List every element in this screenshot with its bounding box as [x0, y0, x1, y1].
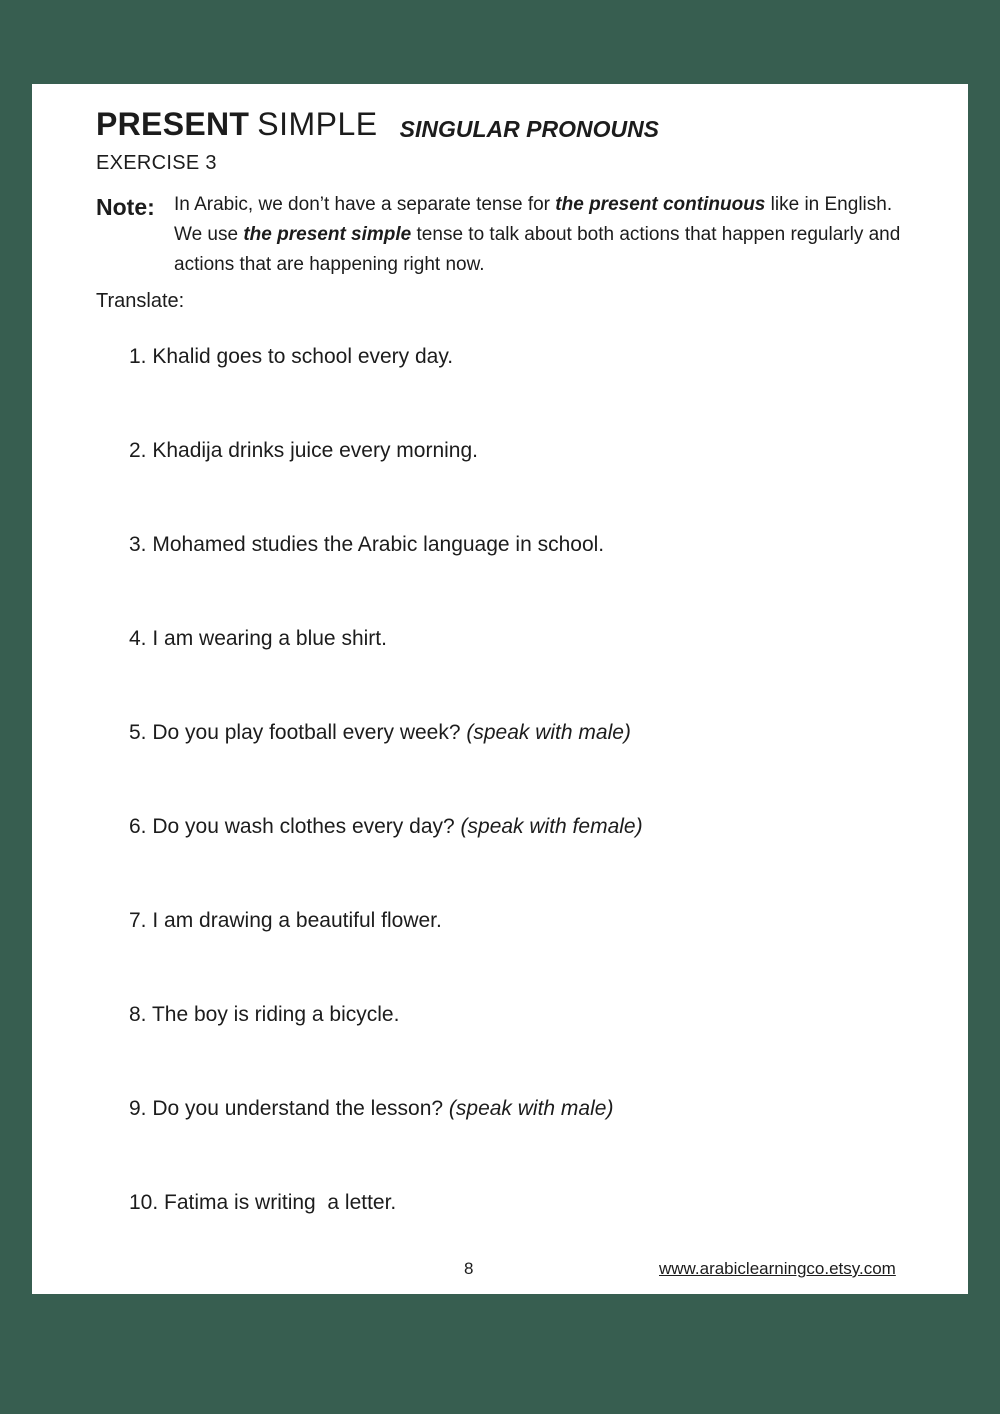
title-light: SIMPLE	[257, 106, 378, 142]
website-link[interactable]: www.arabiclearningco.etsy.com	[659, 1259, 896, 1278]
item-text: 6. Do you wash clothes every day?	[129, 815, 461, 838]
item-text: 7. I am drawing a beautiful flower.	[129, 909, 442, 932]
worksheet-page	[32, 84, 968, 1294]
note-line-1	[174, 190, 934, 220]
list-item	[129, 909, 442, 933]
item-text: 2. Khadija drinks juice every morning.	[129, 439, 479, 462]
item-text: 9. Do you understand the lesson?	[129, 1097, 449, 1120]
list-item	[129, 721, 631, 745]
subtitle: SINGULAR PRONOUNS	[399, 116, 660, 142]
item-text: 8. The boy is riding a bicycle.	[129, 1003, 400, 1026]
note-line-3: actions that are happening right now.	[174, 254, 485, 275]
list-item	[129, 533, 604, 557]
item-text: 1. Khalid goes to school every day.	[129, 345, 454, 368]
title-bold: PRESENT	[96, 106, 250, 142]
note-line2-a: We use	[174, 224, 244, 245]
note-line1-c: like in English.	[765, 194, 893, 215]
list-item	[129, 1191, 396, 1215]
list-item	[129, 345, 453, 369]
item-text: 5. Do you play football every week?	[129, 721, 467, 744]
note-label: Note:	[96, 194, 155, 220]
note-line2-emphasis: the present simple	[243, 224, 412, 245]
instruction: Translate:	[96, 290, 185, 312]
item-hint: (speak with male)	[448, 1097, 614, 1120]
list-item	[129, 815, 643, 839]
list-item	[129, 1097, 613, 1121]
list-item	[129, 1003, 399, 1027]
exercise-label: EXERCISE 3	[96, 152, 217, 174]
item-hint: (speak with female)	[460, 815, 643, 838]
page-title	[96, 106, 659, 146]
note-line-2	[174, 220, 934, 250]
list-item	[129, 439, 478, 463]
note-text	[174, 190, 934, 280]
item-text: 3. Mohamed studies the Arabic language in school.	[129, 533, 605, 556]
note-line1-a: In Arabic, we don’t have a separate tense for	[174, 194, 556, 215]
item-hint: (speak with male)	[466, 721, 631, 744]
list-item	[129, 627, 387, 651]
item-text: 10. Fatima is writing a letter.	[129, 1191, 397, 1214]
note-line1-emphasis: the present continuous	[555, 194, 766, 215]
note-line2-c: tense to talk about both actions that happen regularly and	[411, 224, 901, 245]
page-number: 8	[464, 1259, 474, 1278]
item-text: 4. I am wearing a blue shirt.	[129, 627, 387, 650]
